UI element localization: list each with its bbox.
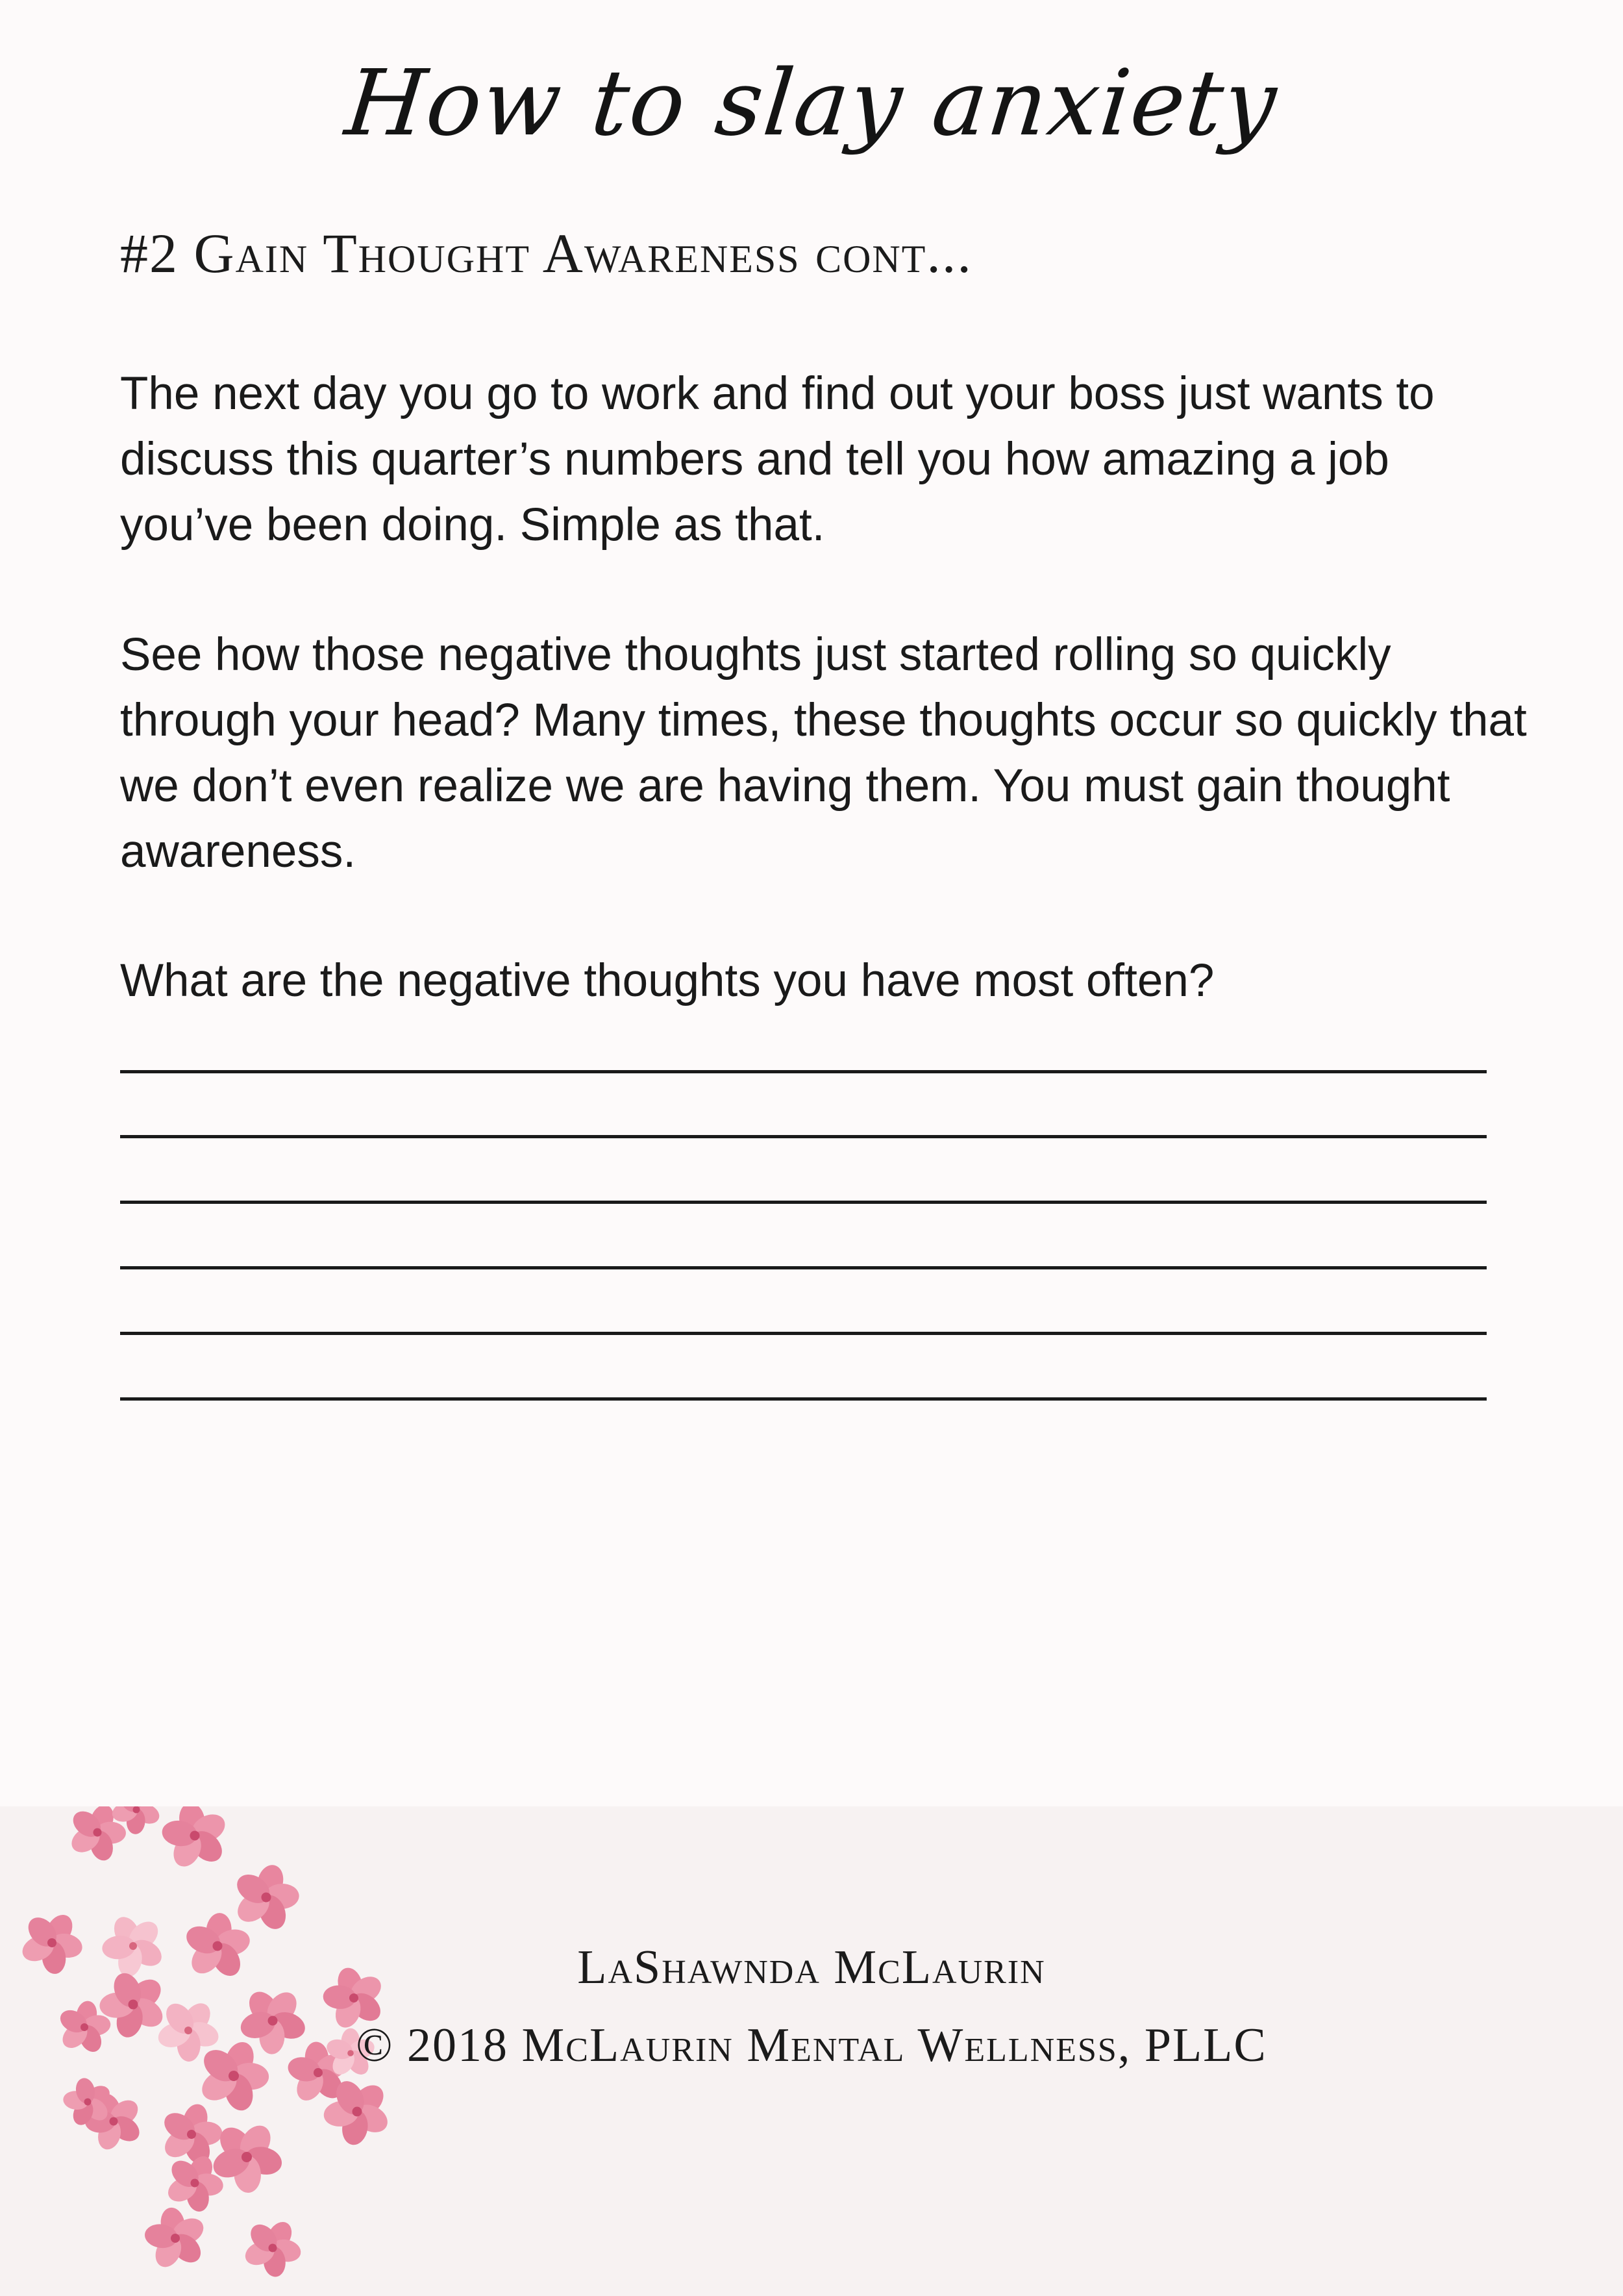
answer-line[interactable] <box>120 1201 1487 1204</box>
blossom <box>231 2208 313 2289</box>
answer-line[interactable] <box>120 1266 1487 1269</box>
answer-line[interactable] <box>120 1397 1487 1401</box>
answer-line[interactable] <box>120 1135 1487 1138</box>
question-prompt: What are the negative thoughts you have most often? <box>120 955 1215 1006</box>
footer-author: LaShawnda McLaurin <box>577 1941 1046 1994</box>
blossom <box>138 2202 213 2275</box>
section-heading: #2 Gain Thought Awareness cont... <box>120 222 973 284</box>
paragraph-scenario: The next day you go to work and find out your boss just wants to discuss this quarter’s numbers and tell you how amazing a job you’ve been doing. Simple as that. <box>120 368 1435 551</box>
blossom <box>155 1806 236 1875</box>
paragraph-thought-awareness: See how those negative thoughts just started rolling so quickly through your head? Many times, these thoughts occur so quickly that we don’t even realize we are having them. You must gain thought awareness. <box>120 629 1527 877</box>
blossom <box>223 1856 309 1940</box>
answer-line[interactable] <box>120 1070 1487 1073</box>
page-title: How to slay anxiety <box>340 51 1283 156</box>
answer-line[interactable] <box>120 1332 1487 1335</box>
footer-copyright: © 2018 McLaurin Mental Wellness, PLLC <box>356 2019 1267 2072</box>
